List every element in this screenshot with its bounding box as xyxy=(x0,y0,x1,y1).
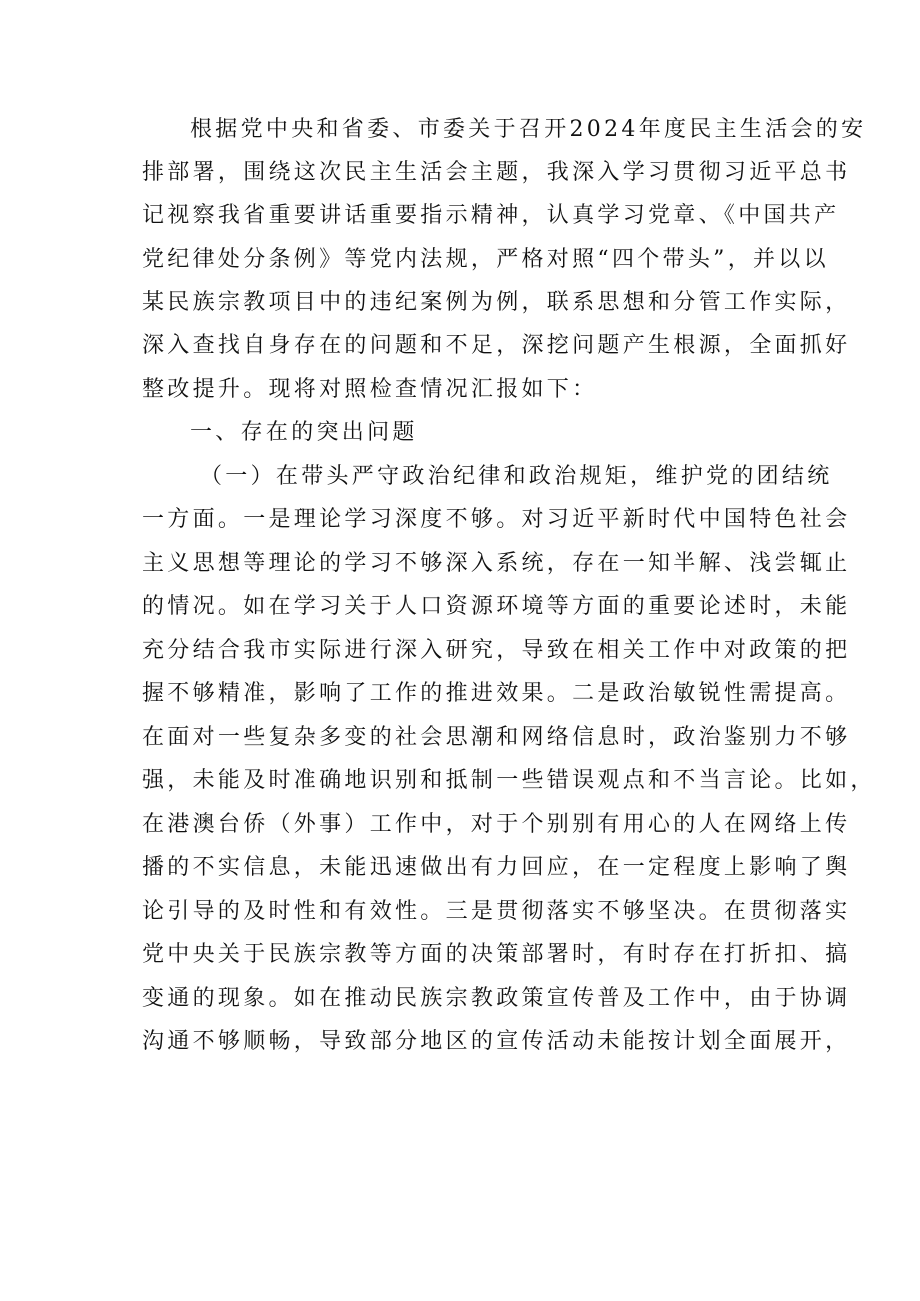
section-heading: 一、存在的突出问题 xyxy=(190,420,418,445)
paragraph-line: 变通的现象。如在推动民族宗教政策宣传普及工作中，由于协调 xyxy=(142,986,851,1011)
paragraph-line: 党纪律处分条例》等党内法规，严格对照“四个带头”，并以以 xyxy=(142,247,829,272)
paragraph-line: 在面对一些复杂多变的社会思潮和网络信息时，政治鉴别力不够 xyxy=(142,725,851,750)
paragraph-line: 的情况。如在学习关于人口资源环境等方面的重要论述时，未能 xyxy=(142,594,851,619)
paragraph-line: 握不够精准，影响了工作的推进效果。二是政治敏锐性需提高。 xyxy=(142,681,851,706)
subsection-heading-line: （一）在带头严守政治纪律和政治规矩，维护党的团结统 xyxy=(200,464,833,489)
paragraph-line: 主义思想等理论的学习不够深入系统，存在一知半解、浅尝辄止 xyxy=(142,551,851,576)
paragraph-line: 沟通不够顺畅，导致部分地区的宣传活动未能按计划全面展开， xyxy=(142,1029,851,1054)
paragraph-line: 在港澳台侨（外事）工作中，对于个别别有用心的人在网络上传 xyxy=(142,812,851,837)
paragraph-line: 充分结合我市实际进行深入研究，导致在相关工作中对政策的把 xyxy=(142,638,851,663)
paragraph-line: 排部署，围绕这次民主生活会主题，我深入学习贯彻习近平总书 xyxy=(142,160,851,185)
paragraph-line: 某民族宗教项目中的违纪案例为例，联系思想和分管工作实际， xyxy=(142,290,851,315)
paragraph-line: 深入查找自身存在的问题和不足，深挖问题产生根源，全面抓好 xyxy=(142,333,851,358)
paragraph-line: 一方面。一是理论学习深度不够。对习近平新时代中国特色社会 xyxy=(142,507,851,532)
paragraph-line: 党中央关于民族宗教等方面的决策部署时，有时存在打折扣、搞 xyxy=(142,942,851,967)
paragraph-line: 根据党中央和省委、市委关于召开2024年度民主生活会的安 xyxy=(190,117,867,142)
paragraph-line: 记视察我省重要讲话重要指示精神，认真学习党章、《中国共产 xyxy=(142,203,840,228)
paragraph-line: 整改提升。现将对照检查情况汇报如下： xyxy=(142,377,598,402)
paragraph-line: 播的不实信息，未能迅速做出有力回应，在一定程度上影响了舆 xyxy=(142,855,851,880)
paragraph-line: 强，未能及时准确地识别和抵制一些错误观点和不当言论。比如， xyxy=(142,768,876,793)
paragraph-line: 论引导的及时性和有效性。三是贯彻落实不够坚决。在贯彻落实 xyxy=(142,899,851,924)
